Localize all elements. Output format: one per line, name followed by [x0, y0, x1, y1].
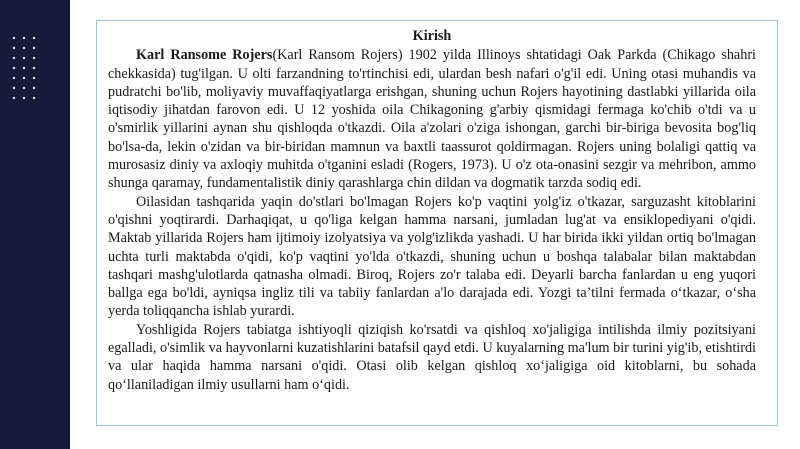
dotted-pattern: [0, 0, 70, 449]
paragraph-1-text: (Karl Ransom Rojers) 1902 yilda Illinoys shtatidagi Oak Parkda (Chikago shahri chekkasida) tug'ilgan. U olti farzandning to'rtinchisi edi, ulardan besh nafari o'g'il edi. Uning otasi muhandis va pudratchi bo'lib, moliyaviy muvaffaqiyatlarga erishgan, shuning uchun Rojers hayotining dastlabki yillarida oila iqtisodiy jihatdan farovon edi. U 12 yoshida oila Chikagoning g'arbiy qismidagi fermaga ko'chib o'tdi va u o'smirlik yillarini aynan shu qishloqda o'tkazdi. Oila a'zolari o'ziga ishongan, garchi bir-biriga bevosita bog'liq bo'lsa-da, lekin o'zidan va bir-biridan mamnun va baxtli taassurot qoldirmagan. Rojers uning bolaligi qattiq va murosasiz diniy va axloqiy muhitda o'tganini esladi (Rogers, 1973). U o'z ota-onasini sezgir va mehribon, ammo shunga qaramay, fundamentalistik diniy qarashlarga chin dildan va dogmatik tarzda sodiq edi.: [108, 47, 756, 192]
decorative-left-band: [0, 0, 70, 449]
paragraph-3: [108, 321, 756, 394]
document-body: [108, 27, 756, 394]
paragraph-2-text: Oilasidan tashqarida yaqin do'stlari bo'lmagan Rojers ko'p vaqtini yolg'iz o'tkazar, sarguzasht kitoblarini o'qishni yoqtirardi. Darhaqiqat, u qo'liga kelgan hamma narsani, jumladan lug'at va ensiklopediyani o'qidi. Maktab yillarida Rojers ham ijtimoiy izolyatsiya va yolg'izlikda yashadi. U har birida ikki yildan ortiq bo'lmagan uchta turli maktabda o'qidi, ko'p vaqtini yo'lda o'tkazdi, shuning uchun u boshqa talabalar bilan maktabdan tashqari mashg'ulotlarda qatnasha olmadi. Biroq, Rojers zo'r talaba edi. Deyarli barcha fanlardan u eng yuqori ballga ega bo'ldi, ayniqsa ingliz tili va tabiiy fanlardan a'lo darajada edi. Yozgi ta’tilni fermada o‘tkazar, o‘sha yerda toliqqancha ishlab yurardi.: [108, 193, 756, 320]
person-name: Karl Ransome Rojers: [136, 47, 273, 64]
paragraph-3-text: Yoshligida Rojers tabiatga ishtiyoqli qiziqish ko'rsatdi va qishloq xo'jaligiga intilishda ilmiy pozitsiyani egalladi, o'simlik va hayvonlarni kuzatishlarini batafsil qayd etdi. U kuyalarning ma'lum bir turini yig'ib, etishtirdi va ular haqida hamma narsani o'qidi. Otasi olib kelgan qishloq xo‘jaligiga oid kitoblarni, bu sohada qo‘llaniladigan ilmiy usullarni ham o‘qidi.: [108, 321, 756, 393]
paragraph-1: [108, 46, 756, 192]
document-title: Kirish: [412, 28, 452, 44]
paragraph-2: [108, 193, 756, 321]
